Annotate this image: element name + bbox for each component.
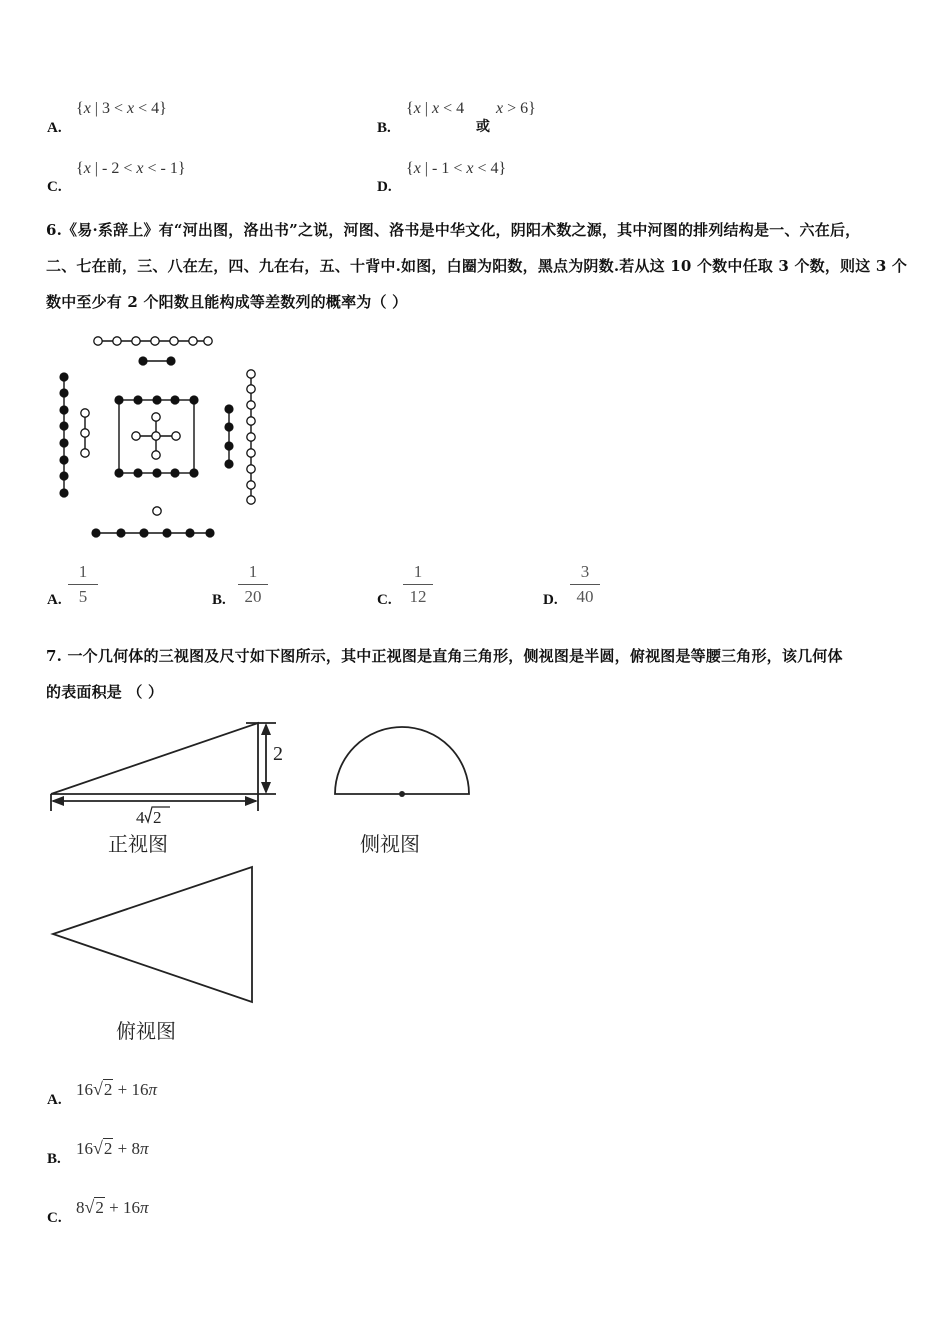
q5-option-d-expr: {x | - 1 < x < 4} xyxy=(406,160,507,177)
q5-option-b-tail: x > 6} xyxy=(496,100,536,117)
q6-option-d[interactable]: D. xyxy=(543,592,558,608)
q6-line-2: 二、七在前，三、八在左，四、九在右，五、十背中.如图，白圈为阳数，黑点为阴数.若从这 10 个数中任取 3 个数，则这 3 个 xyxy=(46,257,908,275)
q6-option-b-fraction: 1 20 xyxy=(238,562,268,607)
q6-option-c[interactable]: C. xyxy=(377,592,392,608)
q5-option-c-expr: {x | - 2 < x < - 1} xyxy=(76,160,186,177)
q6-option-b[interactable]: B. xyxy=(212,592,226,608)
q7-stem xyxy=(46,638,916,710)
caption-top-view: 俯视图 xyxy=(116,1019,176,1043)
dim-width-coef: 4 xyxy=(136,808,145,827)
dim-height-label: 2 xyxy=(273,743,283,765)
top-view-figure xyxy=(46,862,261,1007)
q5-option-a-expr: {x | 3 < x < 4} xyxy=(76,100,167,117)
q5-option-b[interactable] xyxy=(377,117,391,137)
q7-option-c-expr: 8√2 + 16π xyxy=(76,1197,149,1217)
front-view-triangle xyxy=(51,723,258,794)
q6-line-1: 6.《易·系辞上》有“河出图，洛出书”之说，河图、洛书是中华文化，阴阳术数之源，其中河图的排列结构是一、六在后， xyxy=(46,221,861,239)
dim-width-root: 2 xyxy=(153,808,162,827)
front-view-figure xyxy=(46,715,296,860)
or-word: 或 xyxy=(476,119,490,135)
q7-option-a[interactable]: A. xyxy=(47,1092,62,1108)
q5-option-a[interactable] xyxy=(47,117,62,137)
q7-option-a-expr: 16√2 + 16π xyxy=(76,1079,158,1099)
q7-option-b-expr: 16√2 + 8π xyxy=(76,1138,149,1158)
option-letter: A. xyxy=(47,120,62,136)
option-letter: D. xyxy=(377,179,392,195)
option-letter: B. xyxy=(377,120,391,136)
q5-option-b-expr: {x | x < 4 xyxy=(406,100,465,117)
semicircle xyxy=(335,727,469,794)
q7-line-2: 的表面积是 （ ） xyxy=(46,683,164,701)
q7-option-b[interactable]: B. xyxy=(47,1151,61,1167)
q6-option-d-fraction: 3 40 xyxy=(570,562,600,607)
q6-line-3: 数中至少有 2 个阳数且能构成等差数列的概率为（ ） xyxy=(46,293,408,311)
caption-side-view: 侧视图 xyxy=(360,832,420,856)
hetu-figure xyxy=(50,330,280,545)
center-dot xyxy=(399,791,405,797)
q6-stem xyxy=(46,212,916,320)
q6-option-a[interactable]: A. xyxy=(47,592,62,608)
top-view-triangle xyxy=(53,867,252,1002)
q6-option-c-fraction: 1 12 xyxy=(403,562,433,607)
option-letter: C. xyxy=(47,179,62,195)
q5-option-d[interactable] xyxy=(377,176,392,196)
side-view-figure xyxy=(330,715,480,805)
q6-option-a-fraction: 1 5 xyxy=(68,562,98,607)
q7-option-c[interactable]: C. xyxy=(47,1210,62,1226)
q5-option-c[interactable] xyxy=(47,176,62,196)
caption-front-view: 正视图 xyxy=(108,832,168,856)
q7-line-1: 7. 一个几何体的三视图及尺寸如下图所示，其中正视图是直角三角形，侧视图是半圆，俯视图是等腰三角形，该几何体 xyxy=(46,647,843,665)
